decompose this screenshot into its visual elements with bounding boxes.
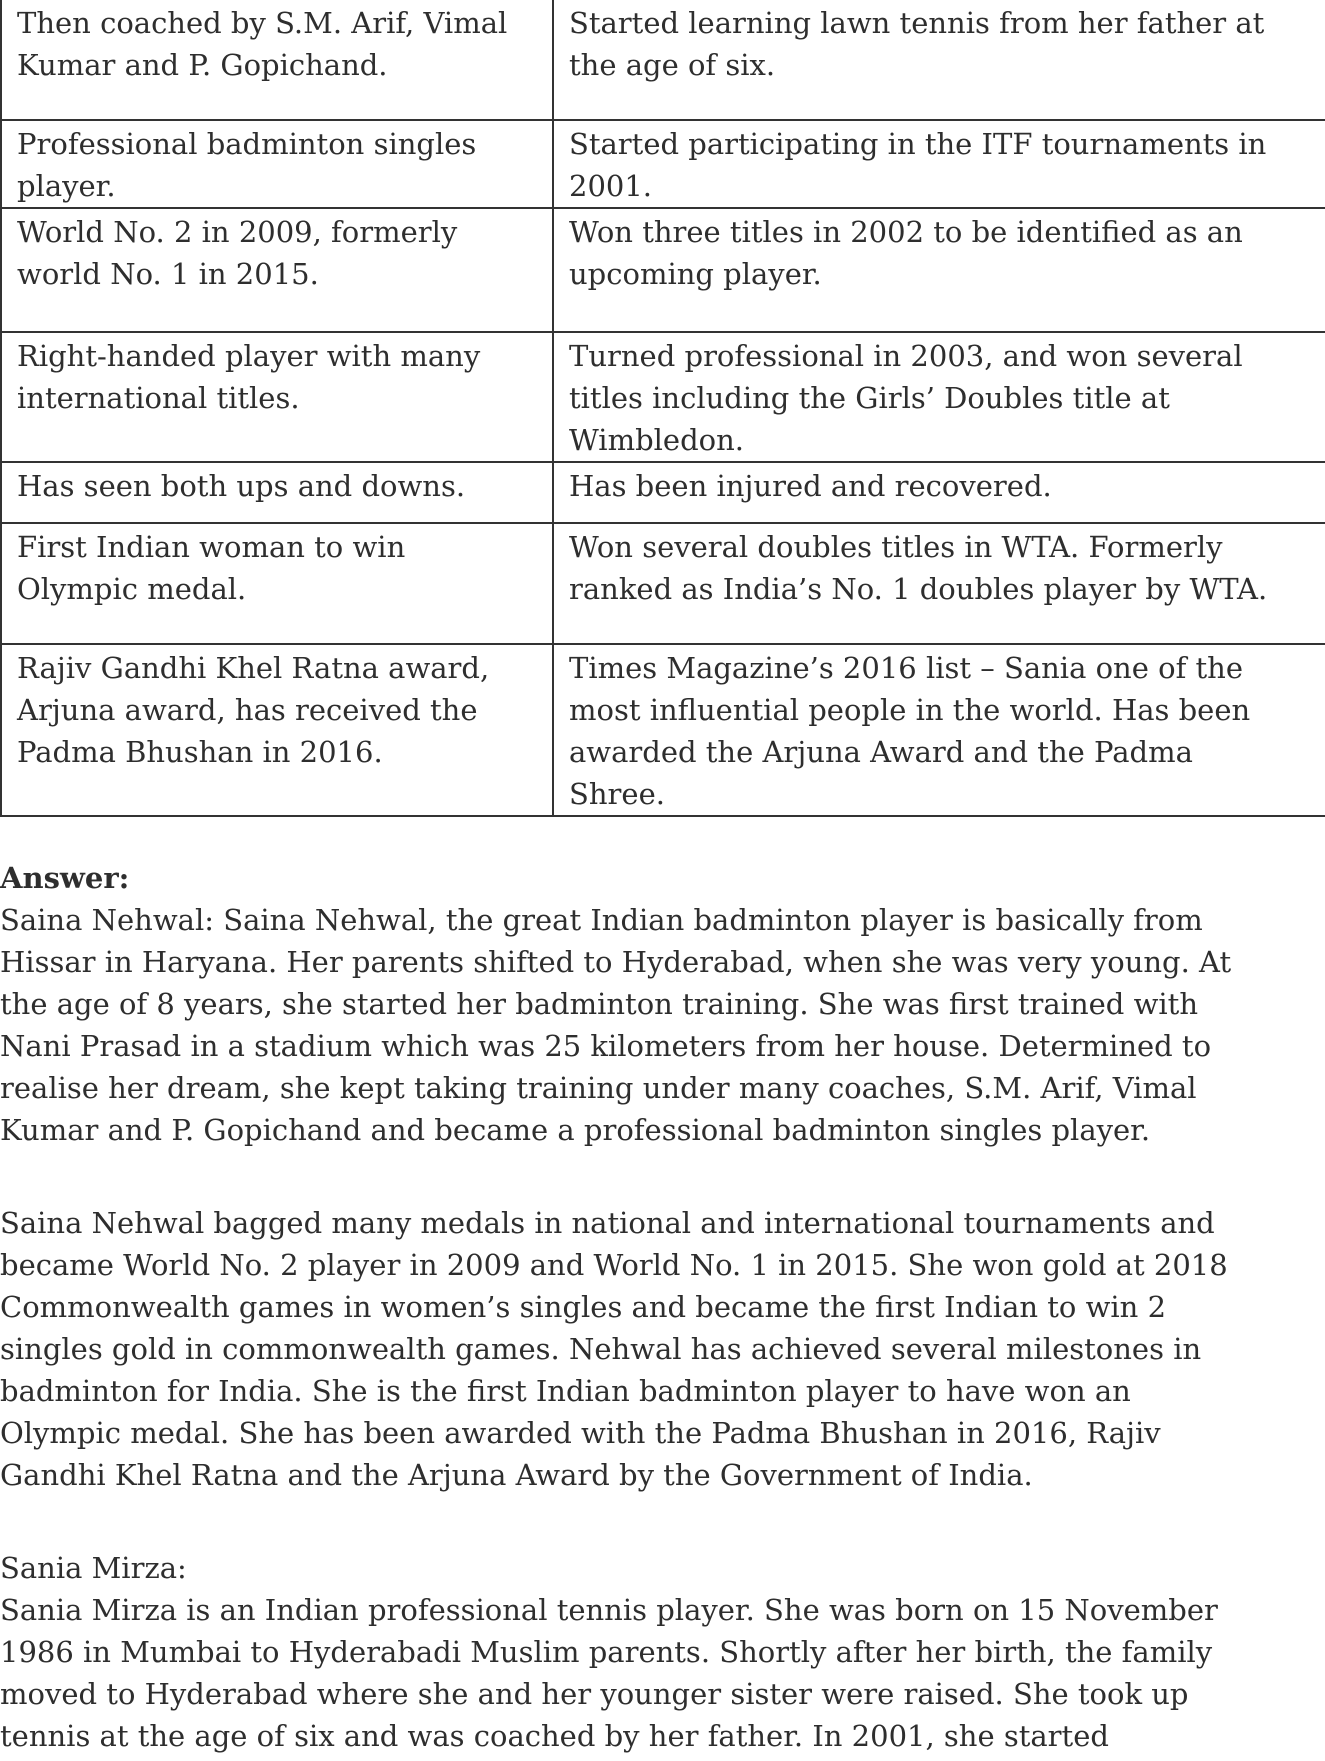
- sania-cell: [553, 523, 1325, 644]
- table-row: [1, 462, 1325, 523]
- table-row: [1, 0, 1325, 120]
- paragraph-line: moved to Hyderabad where she and her younger sister were raised. She took up: [0, 1677, 1189, 1711]
- cell-text-line: Started participating in the ITF tournaments in: [569, 127, 1267, 161]
- cell-text-line: Started learning lawn tennis from her father at: [569, 6, 1265, 40]
- cell-text-line: Kumar and P. Gopichand.: [17, 48, 388, 82]
- saina-cell: [1, 120, 553, 208]
- cell-text-line: Won three titles in 2002 to be identified as an: [569, 215, 1243, 249]
- paragraph-line: Nani Prasad in a stadium which was 25 kilometers from her house. Determined to: [0, 1029, 1212, 1063]
- answer-paragraph: [0, 1547, 1325, 1757]
- table-row: [1, 332, 1325, 462]
- paragraph-line: Hissar in Haryana. Her parents shifted to Hyderabad, when she was very young. At: [0, 945, 1232, 979]
- paragraph-line: Saina Nehwal bagged many medals in national and international tournaments and: [0, 1206, 1215, 1240]
- paragraph-line: Commonwealth games in women’s singles and became the first Indian to win 2: [0, 1290, 1167, 1324]
- sania-cell: [553, 120, 1325, 208]
- cell-text-line: Rajiv Gandhi Khel Ratna award,: [17, 651, 490, 685]
- answer-section: [0, 857, 1325, 1757]
- paragraph-line: tennis at the age of six and was coached by her father. In 2001, she started: [0, 1719, 1109, 1753]
- cell-text-line: Padma Bhushan in 2016.: [17, 735, 383, 769]
- paragraph-line: Saina Nehwal: Saina Nehwal, the great Indian badminton player is basically from: [0, 903, 1203, 937]
- table-row: [1, 523, 1325, 644]
- table-row: [1, 644, 1325, 816]
- paragraph-line: became World No. 2 player in 2009 and World No. 1 in 2015. She won gold at 2018: [0, 1248, 1228, 1282]
- paragraph-line: the age of 8 years, she started her badminton training. She was first trained with: [0, 987, 1199, 1021]
- table-row: [1, 120, 1325, 208]
- paragraph-line: singles gold in commonwealth games. Nehwal has achieved several milestones in: [0, 1332, 1202, 1366]
- cell-text-line: ranked as India’s No. 1 doubles player by WTA.: [569, 572, 1268, 606]
- answer-paragraph: [0, 1202, 1325, 1496]
- paragraph-line: 1986 in Mumbai to Hyderabadi Muslim parents. Shortly after her birth, the family: [0, 1635, 1213, 1669]
- saina-cell: [1, 523, 553, 644]
- paragraph-line: realise her dream, she kept taking training under many coaches, S.M. Arif, Vimal: [0, 1071, 1197, 1105]
- sania-cell: [553, 644, 1325, 816]
- cell-text-line: the age of six.: [569, 48, 776, 82]
- cell-text-line: international titles.: [17, 381, 300, 415]
- cell-text-line: 2001.: [569, 169, 653, 203]
- sania-cell: [553, 0, 1325, 120]
- saina-cell: [1, 208, 553, 332]
- saina-cell: [1, 644, 553, 816]
- sania-cell: [553, 332, 1325, 462]
- answer-paragraph: [0, 899, 1325, 1151]
- cell-text-line: Times Magazine’s 2016 list – Sania one of the: [569, 651, 1244, 685]
- cell-text-line: Right-handed player with many: [17, 339, 481, 373]
- cell-text-line: world No. 1 in 2015.: [17, 257, 319, 291]
- paragraph-line: Olympic medal. She has been awarded with the Padma Bhushan in 2016, Rajiv: [0, 1416, 1161, 1450]
- sania-cell: [553, 208, 1325, 332]
- cell-text-line: Arjuna award, has received the: [17, 693, 478, 727]
- cell-text-line: Shree.: [569, 777, 665, 811]
- paragraph-line: Kumar and P. Gopichand and became a professional badminton singles player.: [0, 1113, 1151, 1147]
- cell-text-line: Turned professional in 2003, and won several: [569, 339, 1243, 373]
- cell-text-line: player.: [17, 169, 116, 203]
- answer-heading: Answer:: [0, 861, 130, 895]
- saina-cell: [1, 462, 553, 523]
- cell-text-line: First Indian woman to win: [17, 530, 406, 564]
- cell-text-line: Then coached by S.M. Arif, Vimal: [17, 6, 508, 40]
- saina-cell: [1, 0, 553, 120]
- cell-text-line: Won several doubles titles in WTA. Formerly: [569, 530, 1223, 564]
- sania-cell: [553, 462, 1325, 523]
- paragraph-line: Sania Mirza is an Indian professional tennis player. She was born on 15 November: [0, 1593, 1218, 1627]
- paragraph-line: badminton for India. She is the first Indian badminton player to have won an: [0, 1374, 1131, 1408]
- cell-text-line: titles including the Girls’ Doubles title at: [569, 381, 1170, 415]
- cell-text-line: upcoming player.: [569, 257, 822, 291]
- cell-text-line: Has been injured and recovered.: [569, 469, 1052, 503]
- cell-text-line: most influential people in the world. Has been: [569, 693, 1251, 727]
- cell-text-line: World No. 2 in 2009, formerly: [17, 215, 458, 249]
- cell-text-line: Has seen both ups and downs.: [17, 469, 466, 503]
- comparison-table: [0, 0, 1325, 817]
- paragraph-line: Gandhi Khel Ratna and the Arjuna Award by the Government of India.: [0, 1458, 1033, 1492]
- cell-text-line: Professional badminton singles: [17, 127, 477, 161]
- paragraph-line: Sania Mirza:: [0, 1551, 187, 1585]
- saina-cell: [1, 332, 553, 462]
- table-row: [1, 208, 1325, 332]
- cell-text-line: awarded the Arjuna Award and the Padma: [569, 735, 1193, 769]
- cell-text-line: Wimbledon.: [569, 423, 744, 457]
- cell-text-line: Olympic medal.: [17, 572, 247, 606]
